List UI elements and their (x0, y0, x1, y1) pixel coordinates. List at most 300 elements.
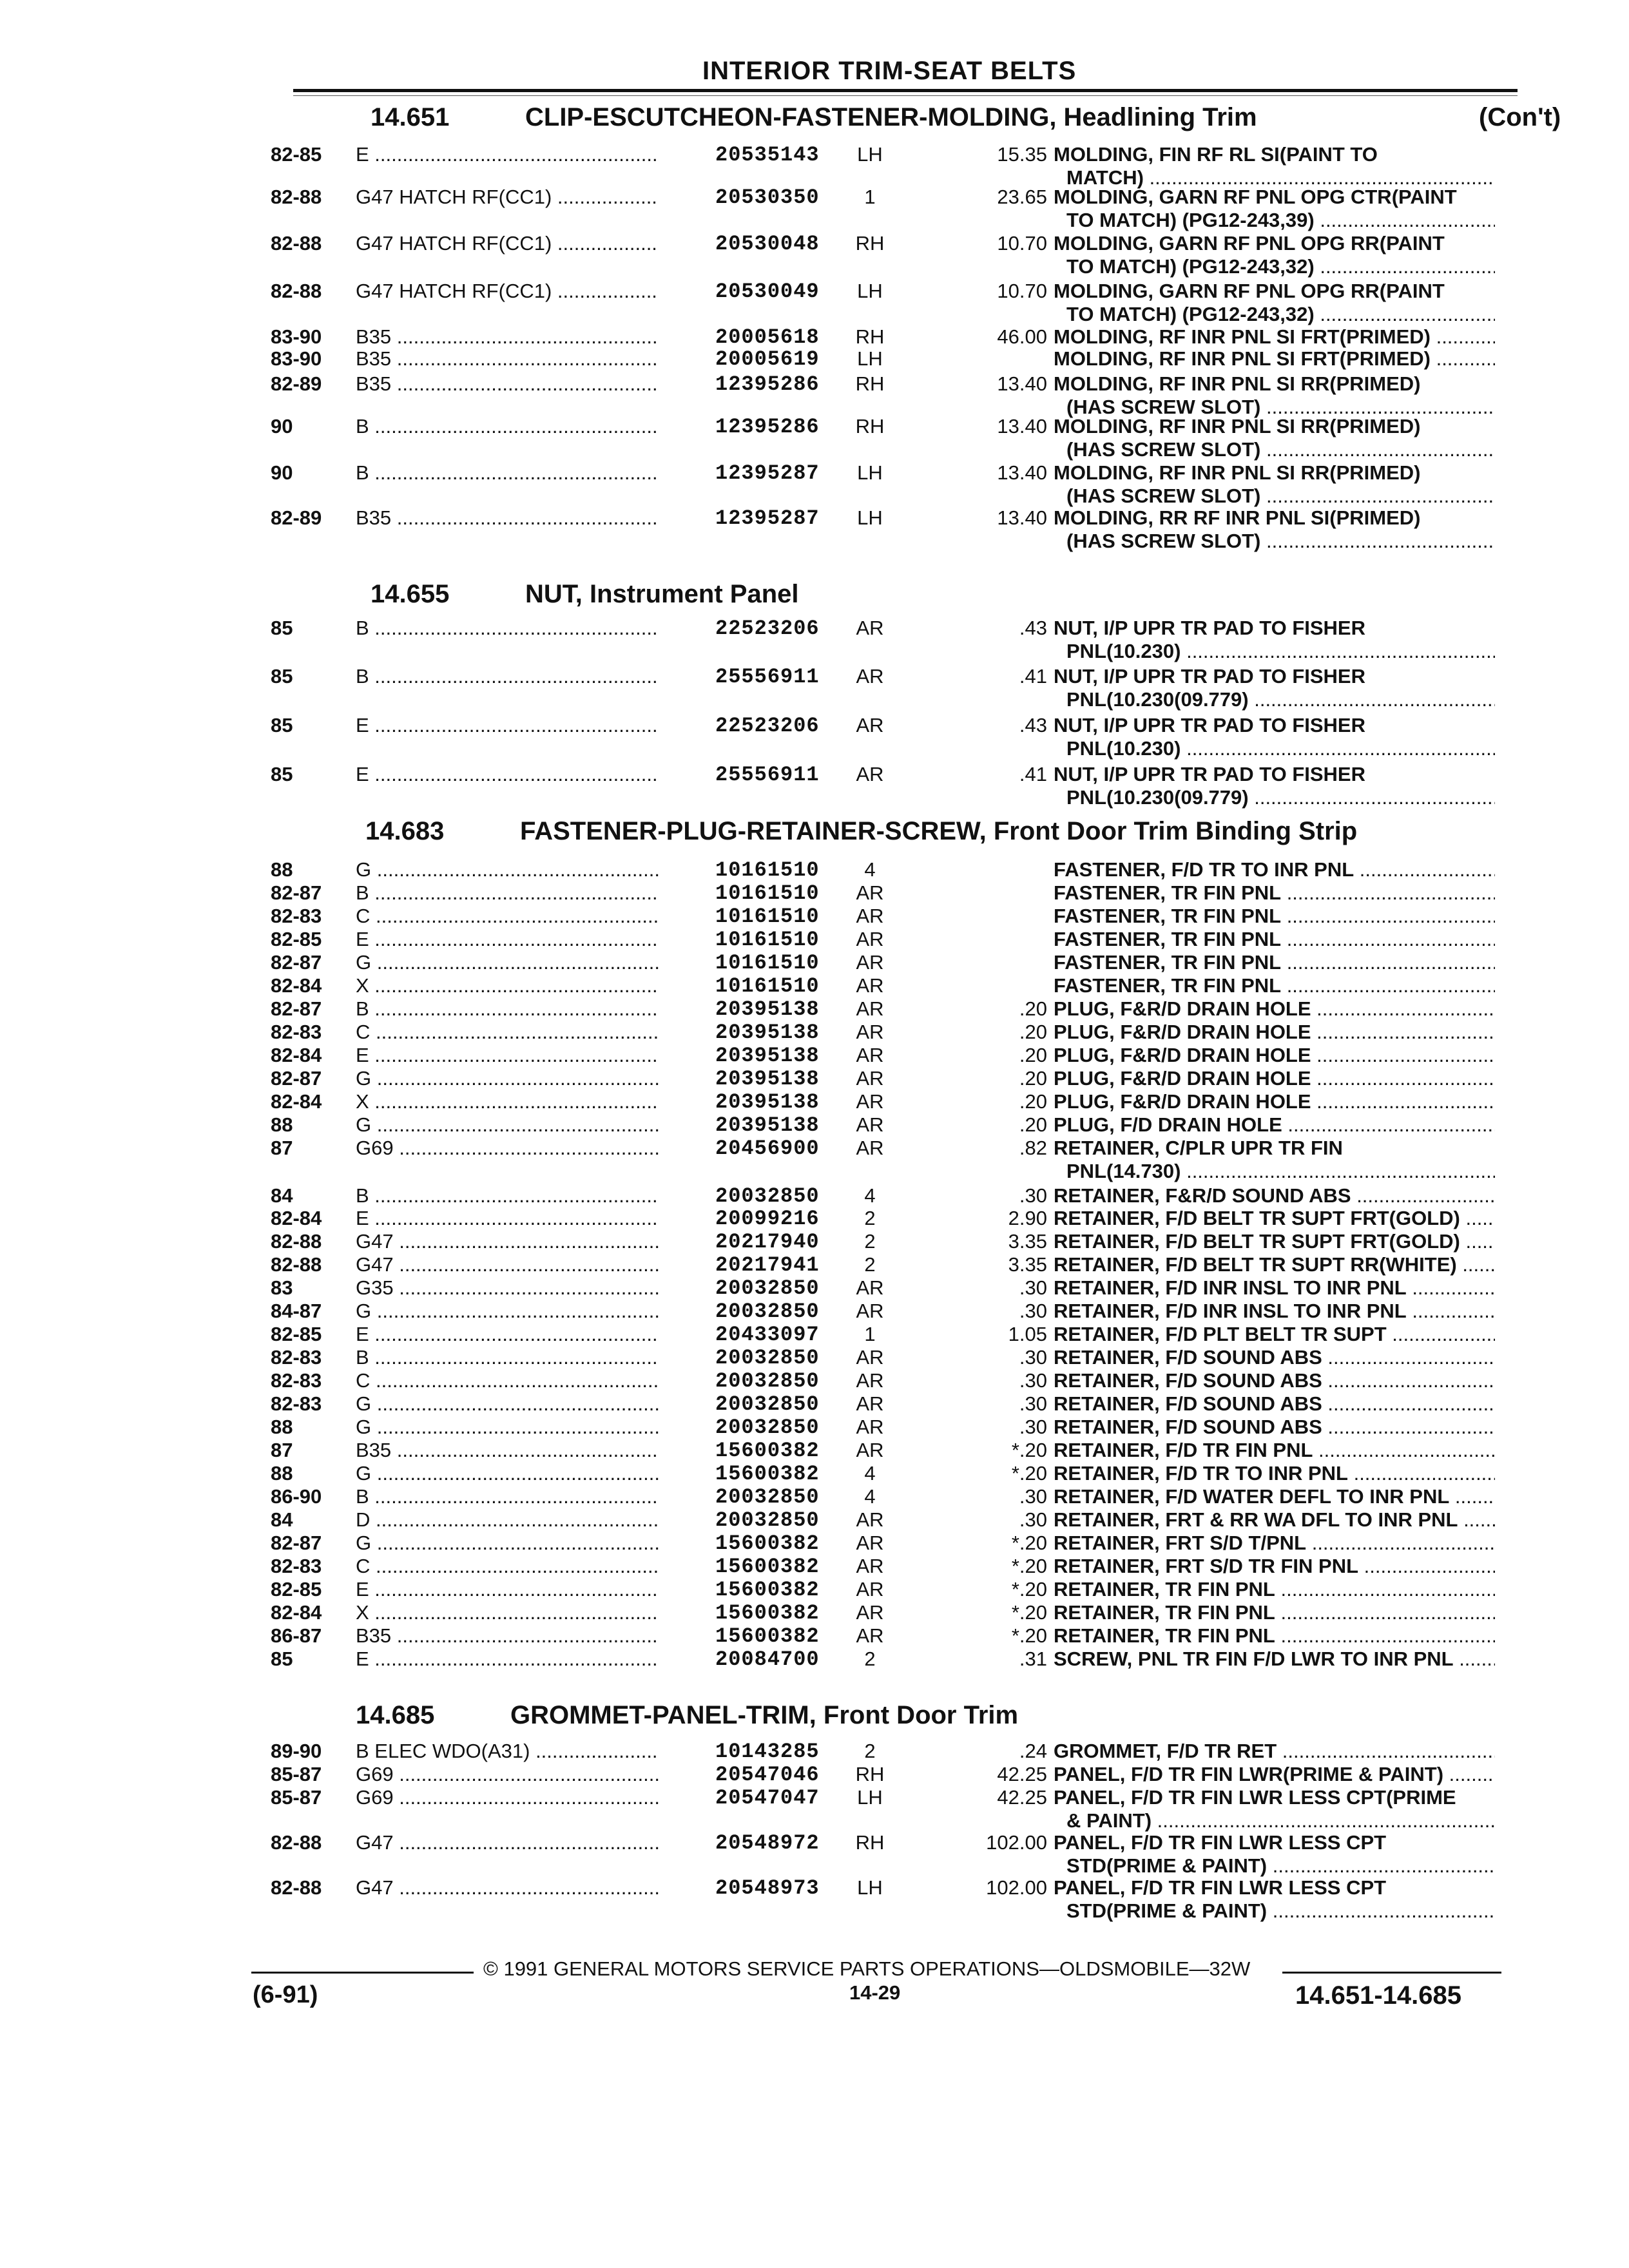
part-number: 15600382 (715, 1601, 820, 1625)
description (1054, 143, 1495, 189)
description-line-1: NUT, I/P UPR TR PAD TO FISHER (1054, 665, 1365, 687)
price: *.20 (1011, 1462, 1047, 1485)
quantity: 1 (864, 1323, 876, 1345)
model-years: 82-88 (271, 1253, 322, 1276)
description: PLUG, F&R/D DRAIN HOLE ..... (1054, 1090, 1495, 1113)
model-code: B35 ..... (356, 1439, 659, 1462)
model-years: 85 (271, 1648, 293, 1670)
quantity: 4 (864, 1485, 876, 1508)
model-years: 82-84 (271, 1207, 322, 1229)
model-code: G ..... (356, 951, 659, 974)
price: .20 (1019, 997, 1047, 1020)
quantity: AR (856, 1439, 884, 1461)
model-years: 90 (271, 461, 293, 484)
quantity: AR (856, 1090, 884, 1113)
quantity: AR (856, 1508, 884, 1531)
description: RETAINER, TR FIN PNL ..... (1054, 1601, 1495, 1624)
price: *.20 (1011, 1555, 1047, 1577)
price: .43 (1019, 617, 1047, 639)
description: FASTENER, TR FIN PNL ..... (1054, 905, 1495, 928)
model-years: 82-88 (271, 280, 322, 302)
model-years: 82-88 (271, 1831, 322, 1854)
model-code: X ..... (356, 1601, 659, 1624)
description (1054, 232, 1495, 278)
quantity: LH (857, 1876, 883, 1899)
quantity: AR (856, 1137, 884, 1159)
part-number: 20530048 (715, 232, 820, 256)
part-number: 20395138 (715, 997, 820, 1021)
price: .41 (1019, 665, 1047, 687)
quantity: RH (855, 415, 885, 437)
model-code: B ..... (356, 665, 659, 688)
model-code: G ..... (356, 1532, 659, 1555)
model-years: 83 (271, 1276, 293, 1299)
price: 102.00 (986, 1876, 1047, 1899)
quantity: AR (856, 1346, 884, 1369)
model-code: B35 ..... (356, 506, 659, 530)
model-years: 85 (271, 617, 293, 639)
model-years: 83-90 (271, 347, 322, 370)
model-code: B ..... (356, 1346, 659, 1369)
quantity: AR (856, 1067, 884, 1090)
model-years: 82-83 (271, 1021, 322, 1043)
description-line-1: RETAINER, C/PLR UPR TR FIN (1054, 1137, 1343, 1159)
quantity: AR (856, 1369, 884, 1392)
part-number: 20395138 (715, 1067, 820, 1091)
quantity: AR (856, 1392, 884, 1415)
part-number: 20456900 (715, 1137, 820, 1160)
price: 2.90 (1008, 1207, 1047, 1229)
price: .82 (1019, 1137, 1047, 1159)
model-years: 85 (271, 763, 293, 785)
description: FASTENER, TR FIN PNL ..... (1054, 928, 1495, 951)
description-line-2: PNL(14.730) ..... (1054, 1160, 1495, 1183)
quantity: AR (856, 974, 884, 997)
description: RETAINER, F/D TR TO INR PNL ..... (1054, 1462, 1495, 1485)
quantity: LH (857, 1786, 883, 1809)
model-code: B35 ..... (356, 1624, 659, 1648)
price: 13.40 (997, 415, 1047, 437)
quantity: AR (856, 1578, 884, 1600)
section-title: FASTENER-PLUG-RETAINER-SCREW, Front Door Trim Binding Strip (520, 817, 1358, 845)
model-years: 82-89 (271, 372, 322, 395)
model-years: 83-90 (271, 325, 322, 348)
description: RETAINER, F/D BELT TR SUPT RR(WHITE) ..... (1054, 1253, 1495, 1276)
quantity: 2 (864, 1648, 876, 1670)
price: .20 (1019, 1090, 1047, 1113)
price: *.20 (1011, 1439, 1047, 1461)
model-years: 86-90 (271, 1485, 322, 1508)
part-number: 15600382 (715, 1462, 820, 1486)
model-code: B ..... (356, 461, 659, 485)
description (1054, 1831, 1495, 1878)
price: 42.25 (997, 1763, 1047, 1785)
part-number: 20548972 (715, 1831, 820, 1855)
description-line-2: STD(PRIME & PAINT) ..... (1054, 1899, 1495, 1923)
price: .20 (1019, 1021, 1047, 1043)
part-number: 10161510 (715, 858, 820, 882)
model-code: B ..... (356, 881, 659, 905)
quantity: AR (856, 1624, 884, 1647)
description: RETAINER, F/D SOUND ABS ..... (1054, 1416, 1495, 1439)
price: 13.40 (997, 506, 1047, 529)
model-years: 82-83 (271, 905, 322, 927)
part-number: 20032850 (715, 1369, 820, 1393)
price: .30 (1019, 1369, 1047, 1392)
description (1054, 617, 1495, 663)
description: RETAINER, F/D WATER DEFL TO INR PNL ..... (1054, 1485, 1495, 1508)
quantity: AR (856, 928, 884, 950)
price: *.20 (1011, 1624, 1047, 1647)
part-number: 25556911 (715, 763, 820, 787)
description-line-2: TO MATCH) (PG12-243,32) ..... (1054, 303, 1495, 326)
quantity: AR (856, 1300, 884, 1322)
quantity: LH (857, 280, 883, 302)
footer-page-number: 14-29 (849, 1981, 901, 2004)
model-code: G47 ..... (356, 1230, 659, 1253)
quantity: AR (856, 1555, 884, 1577)
description: RETAINER, TR FIN PNL ..... (1054, 1578, 1495, 1601)
model-years: 82-83 (271, 1369, 322, 1392)
quantity: 2 (864, 1207, 876, 1229)
part-number: 10161510 (715, 905, 820, 928)
description-line-2: TO MATCH) (PG12-243,39) ..... (1054, 209, 1495, 232)
quantity: RH (855, 1763, 885, 1785)
description: RETAINER, F&R/D SOUND ABS ..... (1054, 1184, 1495, 1207)
part-number: 20217940 (715, 1230, 820, 1254)
footer-date: (6-91) (253, 1981, 318, 2008)
section-number: 14.651 (371, 103, 450, 131)
quantity: 4 (864, 1184, 876, 1207)
price: *.20 (1011, 1578, 1047, 1600)
description-line-1: MOLDING, GARN RF PNL OPG RR(PAINT (1054, 232, 1445, 255)
part-number: 15600382 (715, 1578, 820, 1602)
model-years: 85 (271, 714, 293, 736)
description: RETAINER, F/D PLT BELT TR SUPT ..... (1054, 1323, 1495, 1346)
model-years: 82-88 (271, 1876, 322, 1899)
part-number: 20032850 (715, 1416, 820, 1439)
page-title: INTERIOR TRIM-SEAT BELTS (702, 57, 1077, 85)
quantity: 2 (864, 1253, 876, 1276)
section-continued: (Con't) (1479, 103, 1561, 131)
part-number: 20433097 (715, 1323, 820, 1347)
part-number: 10161510 (715, 951, 820, 975)
description-line-1: NUT, I/P UPR TR PAD TO FISHER (1054, 763, 1365, 785)
price: .30 (1019, 1346, 1047, 1369)
section-title: NUT, Instrument Panel (525, 580, 799, 608)
model-code: B ..... (356, 997, 659, 1021)
part-number: 20395138 (715, 1044, 820, 1068)
description: RETAINER, F/D BELT TR SUPT FRT(GOLD) ..... (1054, 1230, 1495, 1253)
description (1054, 714, 1495, 760)
quantity: LH (857, 143, 883, 166)
part-number: 20547046 (715, 1763, 820, 1787)
model-code: C ..... (356, 905, 659, 928)
description (1054, 1876, 1495, 1923)
description-line-1: MOLDING, GARN RF PNL OPG RR(PAINT (1054, 280, 1445, 302)
model-years: 87 (271, 1137, 293, 1159)
model-code: B ..... (356, 1485, 659, 1508)
model-years: 86-87 (271, 1624, 322, 1647)
model-code: G35 ..... (356, 1276, 659, 1300)
description-line-2: STD(PRIME & PAINT) ..... (1054, 1854, 1495, 1878)
model-code: G ..... (356, 858, 659, 881)
quantity: AR (856, 1113, 884, 1136)
quantity: AR (856, 714, 884, 736)
model-code: B35 ..... (356, 325, 659, 349)
model-code: G ..... (356, 1416, 659, 1439)
description-line-2: (HAS SCREW SLOT) ..... (1054, 438, 1495, 461)
model-code: G47 HATCH RF(CC1) ..... (356, 280, 659, 303)
description (1054, 461, 1495, 508)
description: FASTENER, TR FIN PNL ..... (1054, 881, 1495, 905)
model-code: G47 ..... (356, 1831, 659, 1854)
model-years: 88 (271, 1416, 293, 1438)
quantity: AR (856, 1021, 884, 1043)
section-number: 14.683 (365, 817, 445, 845)
section-title: CLIP-ESCUTCHEON-FASTENER-MOLDING, Headlining Trim (525, 103, 1257, 131)
part-number: 12395287 (715, 506, 820, 530)
model-code: C ..... (356, 1021, 659, 1044)
model-code: B35 ..... (356, 347, 659, 370)
model-years: 84-87 (271, 1300, 322, 1322)
quantity: AR (856, 1276, 884, 1299)
description: RETAINER, FRT S/D T/PNL ..... (1054, 1532, 1495, 1555)
price: 3.35 (1008, 1253, 1047, 1276)
model-years: 85 (271, 665, 293, 687)
model-years: 82-85 (271, 928, 322, 950)
part-number: 20005618 (715, 325, 820, 349)
part-number: 22523206 (715, 617, 820, 640)
part-number: 10161510 (715, 881, 820, 905)
model-years: 82-87 (271, 1067, 322, 1090)
part-number: 20032850 (715, 1276, 820, 1300)
part-number: 20032850 (715, 1300, 820, 1323)
part-number: 20099216 (715, 1207, 820, 1231)
price: .20 (1019, 1067, 1047, 1090)
price: 102.00 (986, 1831, 1047, 1854)
price: .24 (1019, 1740, 1047, 1762)
part-number: 20535143 (715, 143, 820, 167)
model-code: E ..... (356, 1578, 659, 1601)
model-years: 89-90 (271, 1740, 322, 1762)
part-number: 15600382 (715, 1624, 820, 1648)
section-title: GROMMET-PANEL-TRIM, Front Door Trim (510, 1701, 1019, 1729)
header-rule (293, 89, 1518, 92)
description: PLUG, F&R/D DRAIN HOLE ..... (1054, 1067, 1495, 1090)
footer-rule-left (251, 1972, 474, 1974)
description: RETAINER, F/D BELT TR SUPT FRT(GOLD) ..... (1054, 1207, 1495, 1230)
price: .30 (1019, 1508, 1047, 1531)
description-line-1: MOLDING, GARN RF PNL OPG CTR(PAINT (1054, 186, 1457, 208)
description-line-1: MOLDING, RF INR PNL SI RR(PRIMED) (1054, 415, 1421, 437)
part-number: 20548973 (715, 1876, 820, 1900)
part-number: 20032850 (715, 1485, 820, 1509)
description: RETAINER, F/D SOUND ABS ..... (1054, 1346, 1495, 1369)
price: .30 (1019, 1300, 1047, 1322)
price: .20 (1019, 1113, 1047, 1136)
model-years: 82-84 (271, 974, 322, 997)
quantity: 1 (864, 186, 876, 208)
description: RETAINER, TR FIN PNL ..... (1054, 1624, 1495, 1648)
model-code: G47 HATCH RF(CC1) ..... (356, 232, 659, 255)
part-number: 15600382 (715, 1555, 820, 1579)
quantity: AR (856, 1532, 884, 1554)
description (1054, 763, 1495, 809)
part-number: 22523206 (715, 714, 820, 738)
description: PLUG, F&R/D DRAIN HOLE ..... (1054, 1021, 1495, 1044)
description-line-2: PNL(10.230) ..... (1054, 737, 1495, 760)
description-line-1: MOLDING, RF INR PNL SI RR(PRIMED) (1054, 461, 1421, 484)
description: RETAINER, F/D SOUND ABS ..... (1054, 1369, 1495, 1392)
part-number: 20530350 (715, 186, 820, 209)
model-code: G69 ..... (356, 1137, 659, 1160)
price: 23.65 (997, 186, 1047, 208)
model-code: G ..... (356, 1392, 659, 1416)
part-number: 10161510 (715, 928, 820, 952)
model-code: B ..... (356, 1184, 659, 1207)
description-line-2: PNL(10.230) ..... (1054, 640, 1495, 663)
model-years: 82-85 (271, 143, 322, 166)
description: RETAINER, F/D TR FIN PNL ..... (1054, 1439, 1495, 1462)
description (1054, 1137, 1495, 1183)
description-line-1: PANEL, F/D TR FIN LWR LESS CPT (1054, 1831, 1387, 1854)
model-code: E ..... (356, 1648, 659, 1671)
model-years: 84 (271, 1508, 293, 1531)
quantity: AR (856, 997, 884, 1020)
price: .30 (1019, 1184, 1047, 1207)
section-number: 14.685 (356, 1701, 435, 1729)
description-line-1: NUT, I/P UPR TR PAD TO FISHER (1054, 617, 1365, 639)
quantity: AR (856, 1601, 884, 1624)
description-line-2: PNL(10.230(09.779) ..... (1054, 786, 1495, 809)
description-line-1: PANEL, F/D TR FIN LWR LESS CPT (1054, 1876, 1387, 1899)
model-years: 82-83 (271, 1346, 322, 1369)
description: PLUG, F&R/D DRAIN HOLE ..... (1054, 1044, 1495, 1067)
description-line-1: MOLDING, RF INR PNL SI RR(PRIMED) (1054, 372, 1421, 395)
description-line-2: (HAS SCREW SLOT) ..... (1054, 485, 1495, 508)
model-code: X ..... (356, 974, 659, 997)
model-code: B ELEC WDO(A31) ..... (356, 1740, 659, 1763)
part-number: 20032850 (715, 1184, 820, 1208)
model-years: 82-84 (271, 1090, 322, 1113)
model-code: D ..... (356, 1508, 659, 1532)
price: 1.05 (1008, 1323, 1047, 1345)
description: MOLDING, RF INR PNL SI FRT(PRIMED) ..... (1054, 347, 1495, 370)
quantity: AR (856, 617, 884, 639)
model-years: 82-84 (271, 1044, 322, 1066)
model-years: 82-87 (271, 951, 322, 974)
description: RETAINER, F/D INR INSL TO INR PNL ..... (1054, 1300, 1495, 1323)
model-code: E ..... (356, 1044, 659, 1067)
part-number: 15600382 (715, 1439, 820, 1463)
part-number: 20530049 (715, 280, 820, 303)
model-code: G ..... (356, 1300, 659, 1323)
model-code: G69 ..... (356, 1763, 659, 1786)
description-line-2: PNL(10.230(09.779) ..... (1054, 688, 1495, 711)
price: .20 (1019, 1044, 1047, 1066)
part-number: 20547047 (715, 1786, 820, 1810)
model-years: 82-85 (271, 1323, 322, 1345)
model-years: 82-83 (271, 1392, 322, 1415)
description-line-2: TO MATCH) (PG12-243,32) ..... (1054, 255, 1495, 278)
price: .30 (1019, 1276, 1047, 1299)
model-code: C ..... (356, 1555, 659, 1578)
model-code: G69 ..... (356, 1786, 659, 1809)
description (1054, 415, 1495, 461)
model-code: E ..... (356, 763, 659, 786)
model-years: 87 (271, 1439, 293, 1461)
quantity: AR (856, 1416, 884, 1438)
price: 10.70 (997, 280, 1047, 302)
model-years: 90 (271, 415, 293, 437)
model-code: E ..... (356, 143, 659, 166)
price: 15.35 (997, 143, 1047, 166)
model-years: 82-87 (271, 997, 322, 1020)
quantity: 2 (864, 1740, 876, 1762)
description: PLUG, F&R/D DRAIN HOLE ..... (1054, 997, 1495, 1021)
description: FASTENER, F/D TR TO INR PNL ..... (1054, 858, 1495, 881)
price: 46.00 (997, 325, 1047, 348)
part-number: 10161510 (715, 974, 820, 998)
model-code: E ..... (356, 1207, 659, 1230)
model-code: B35 ..... (356, 372, 659, 396)
model-code: X ..... (356, 1090, 659, 1113)
section-number: 14.655 (371, 580, 450, 608)
description-line-2: (HAS SCREW SLOT) ..... (1054, 396, 1495, 419)
price: .43 (1019, 714, 1047, 736)
price: 13.40 (997, 461, 1047, 484)
description: MOLDING, RF INR PNL SI FRT(PRIMED) ..... (1054, 325, 1495, 349)
model-code: B ..... (356, 617, 659, 640)
model-years: 82-89 (271, 506, 322, 529)
price: .30 (1019, 1485, 1047, 1508)
model-code: B ..... (356, 415, 659, 438)
description: FASTENER, TR FIN PNL ..... (1054, 974, 1495, 997)
part-number: 20005619 (715, 347, 820, 371)
model-years: 82-88 (271, 1230, 322, 1253)
quantity: LH (857, 506, 883, 529)
description-line-2: & PAINT) ..... (1054, 1809, 1495, 1832)
quantity: 4 (864, 858, 876, 881)
model-code: G ..... (356, 1462, 659, 1485)
model-years: 84 (271, 1184, 293, 1207)
model-years: 88 (271, 858, 293, 881)
price: 10.70 (997, 232, 1047, 255)
description: FASTENER, TR FIN PNL ..... (1054, 951, 1495, 974)
quantity: AR (856, 905, 884, 927)
footer-copyright: © 1991 GENERAL MOTORS SERVICE PARTS OPERATIONS—OLDSMOBILE—32W (483, 1957, 1251, 1980)
description: RETAINER, F/D INR INSL TO INR PNL ..... (1054, 1276, 1495, 1300)
model-years: 82-88 (271, 186, 322, 208)
model-years: 85-87 (271, 1786, 322, 1809)
quantity: 4 (864, 1462, 876, 1485)
model-years: 82-87 (271, 1532, 322, 1554)
model-years: 82-85 (271, 1578, 322, 1600)
quantity: AR (856, 881, 884, 904)
description: PLUG, F/D DRAIN HOLE ..... (1054, 1113, 1495, 1137)
description (1054, 665, 1495, 711)
description: GROMMET, F/D TR RET ..... (1054, 1740, 1495, 1763)
model-code: G ..... (356, 1067, 659, 1090)
description (1054, 186, 1495, 232)
description (1054, 506, 1495, 553)
footer-section-range: 14.651-14.685 (1295, 1981, 1462, 2010)
model-code: G ..... (356, 1113, 659, 1137)
model-years: 82-83 (271, 1555, 322, 1577)
model-years: 85-87 (271, 1763, 322, 1785)
description: RETAINER, F/D SOUND ABS ..... (1054, 1392, 1495, 1416)
